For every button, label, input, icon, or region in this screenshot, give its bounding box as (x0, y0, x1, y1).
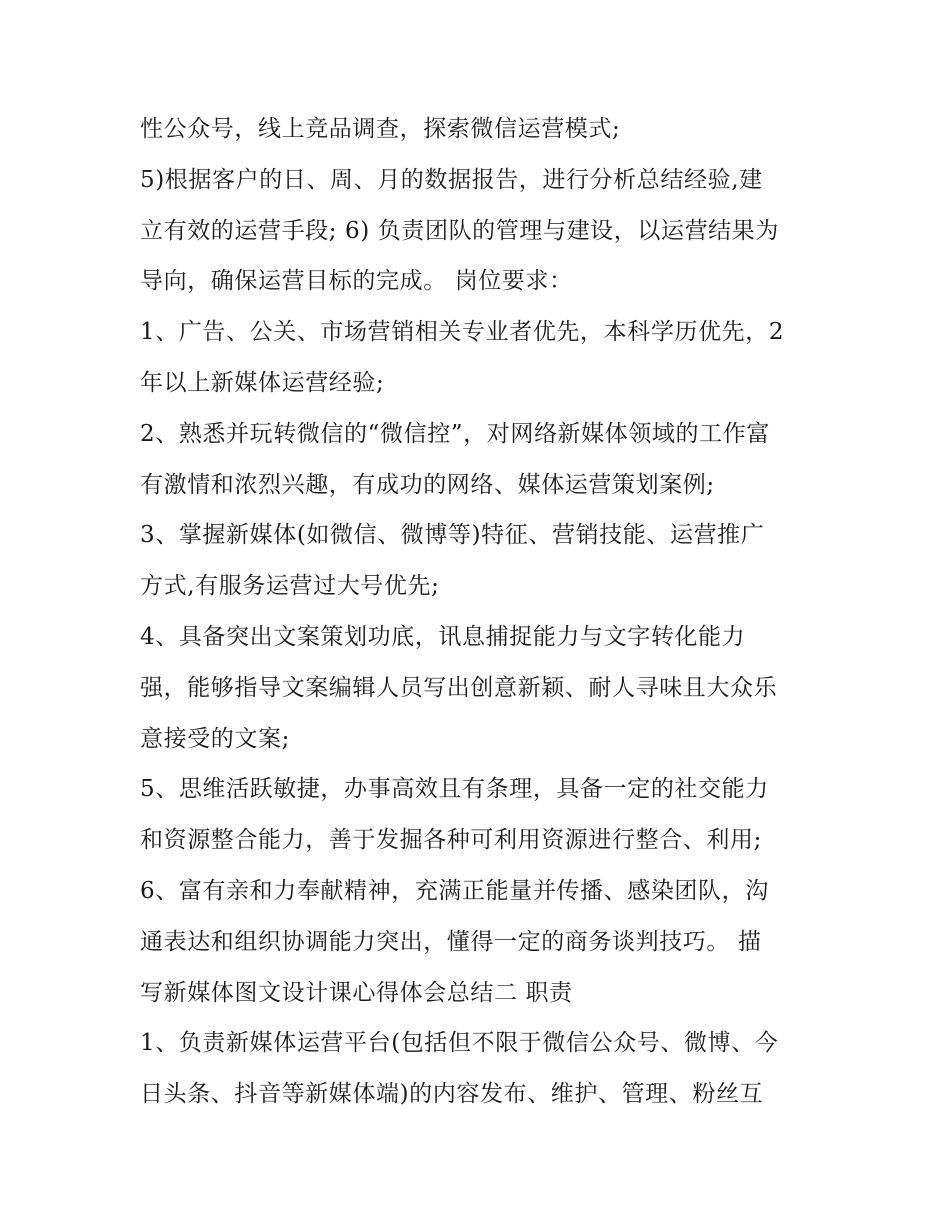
text-line: 方式,有服务运营过大号优先; (140, 573, 440, 600)
text-line: 1、广告、公关、市场营销相关专业者优先，本科学历优先，2 (140, 319, 785, 346)
text-line: 有激情和浓烈兴趣，有成功的网络、媒体运营策划案例; (140, 471, 715, 498)
text-line: 2、熟悉并玩转微信的“微信控”，对网络新媒体领域的工作富 (140, 420, 770, 447)
text-line: 立有效的运营手段; 6) 负责团队的管理与建设，以运营结果为 (140, 217, 779, 244)
document-body (140, 104, 820, 1120)
text-line: 4、具备突出文案策划功底，讯息捕捉能力与文字转化能力 (140, 623, 746, 650)
text-line: 5、思维活跃敏捷，办事高效且有条理，具备一定的社交能力 (140, 776, 769, 803)
text-line: 日头条、抖音等新媒体端)的内容发布、维护、管理、粉丝互 (140, 1081, 764, 1108)
text-line: 年以上新媒体运营经验; (140, 369, 385, 396)
text-line: 和资源整合能力，善于发掘各种可利用资源进行整合、利用; (140, 827, 762, 854)
text-line: 写新媒体图文设计课心得体会总结二 职责 (140, 979, 573, 1006)
text-line: 1、负责新媒体运营平台(包括但不限于微信公众号、微博、今 (140, 1030, 779, 1057)
text-line: 3、掌握新媒体(如微信、微博等)特征、营销技能、运营推广 (140, 522, 765, 549)
text-line: 性公众号，线上竞品调查，探索微信运营模式; (140, 116, 621, 142)
text-line: 导向，确保运营目标的完成。 岗位要求： (140, 268, 573, 295)
text-line: 6、富有亲和力奉献精神，充满正能量并传播、感染团队，沟 (140, 877, 769, 904)
text-line: 强，能够指导文案编辑人员写出创意新颖、耐人寻味且大众乐 (140, 674, 778, 701)
text-line: 意接受的文案; (140, 725, 290, 752)
text-line: 5)根据客户的日、周、月的数据报告，进行分析总结经验,建 (140, 166, 763, 193)
text-line: 通表达和组织协调能力突出，懂得一定的商务谈判技巧。 描 (140, 928, 762, 955)
